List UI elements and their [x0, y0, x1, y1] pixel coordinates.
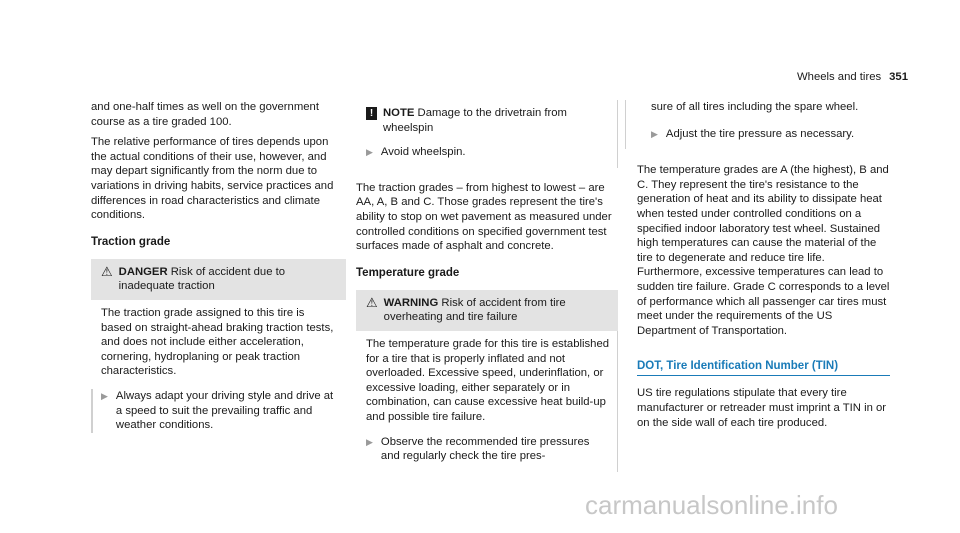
warning-step-text: Observe the recommended tire pressures and regularly check the tire pres-: [380, 435, 590, 463]
step-arrow-icon: ▶: [366, 436, 373, 447]
intro-paragraph: and one-half times as well on the government course as a tire graded 100.: [91, 101, 319, 128]
step-arrow-icon: ▶: [101, 390, 108, 401]
danger-step-text: Always adapt your driving style and drive at a speed to suit the prevailing traffic and weather conditions.: [115, 389, 334, 432]
tin-paragraph: US tire regulations stipulate that every tire manufacturer or retreader must imprint a TIN in or on the side wall of each tire produced.: [637, 387, 887, 429]
note-title: [356, 100, 617, 141]
danger-body: [91, 300, 346, 441]
section-title: Wheels and tires: [797, 71, 882, 83]
column-3: [625, 100, 890, 430]
warning-continuation: [625, 100, 890, 149]
warning-label: WARNING: [383, 296, 439, 309]
running-header: [797, 71, 908, 83]
note-label: NOTE: [383, 107, 415, 119]
temperature-grades-paragraph: The temperature grades are A (the highest), B and C. They represent the tire's resistance to the generation of heat and its ability to dissipate heat when tested under controlled conditions on a specified indoor laboratory test wheel. Sustained high temperatures can cause the material of the tire to degenerate and reduce tire life. Furthermore, excessive temperatures can lead to sudden tire failure. Grade C corresponds to a level of performance which all passenger car tires must meet under the requirements of the US Department of Transportation.: [637, 164, 890, 337]
step-arrow-icon: ▶: [651, 128, 658, 139]
warning-box: [356, 290, 618, 472]
column-1: [91, 100, 346, 441]
danger-title: [91, 259, 346, 300]
warning-triangle-icon: ⚠: [101, 263, 113, 279]
warning-title: [356, 290, 618, 331]
danger-body-text: The traction grade assigned to this tire is based on straight-ahead braking traction tests, and does not include either acceleration, cornering, hydroplaning or peak traction characteristics.: [101, 306, 334, 378]
warning-title-text: Risk of accident from tire overheating and tire failure: [383, 296, 566, 324]
warning-body-text: The temperature grade for this tire is established for a tire that is properly inflated and not overloaded. Excessive speed, underinflation, or excessive loading, either separately or in combination, can cause excessive heat build-up and possible tire failure.: [366, 337, 610, 423]
adjust-step-text: Adjust the tire pressure as necessary.: [665, 127, 855, 140]
traction-grades-paragraph: The traction grades – from highest to lowest – are AA, A, B and C. Those grades represent the tire's ability to stop on wet pavement as measured under controlled conditions on specified government test surfaces made of asphalt and concrete.: [356, 181, 612, 253]
warning-triangle-icon: ⚠: [366, 294, 378, 310]
danger-title-text: Risk of accident due to inadequate traction: [118, 265, 286, 293]
relative-performance-paragraph: The relative performance of tires depends upon the actual conditions of their use, however, and may depart significantly from the norm due to variations in driving habits, service practices and differences in road characteristics and climate conditions.: [91, 136, 334, 222]
note-step: [356, 145, 617, 168]
tin-heading: DOT, Tire Identification Number (TIN): [637, 360, 890, 376]
warning-step: [366, 435, 609, 464]
adjust-step: [651, 127, 890, 142]
watermark: carmanualsonline.info: [585, 490, 838, 520]
danger-step: [101, 389, 338, 433]
page-number: 351: [889, 71, 908, 83]
warning-body: [356, 331, 618, 472]
column-2: [356, 100, 618, 472]
note-title-text: Damage to the drivetrain from wheelspin: [383, 107, 567, 134]
note-box: [356, 100, 618, 168]
temperature-grade-heading: Temperature grade: [356, 266, 460, 279]
danger-box: [91, 259, 346, 441]
danger-label: DANGER: [118, 265, 168, 278]
exclamation-icon: !: [366, 107, 377, 120]
note-step-text: Avoid wheelspin.: [380, 146, 466, 159]
step-arrow-icon: ▶: [366, 147, 373, 158]
traction-grade-heading: Traction grade: [91, 235, 171, 248]
continuation-text: sure of all tires including the spare wheel.: [651, 101, 859, 113]
